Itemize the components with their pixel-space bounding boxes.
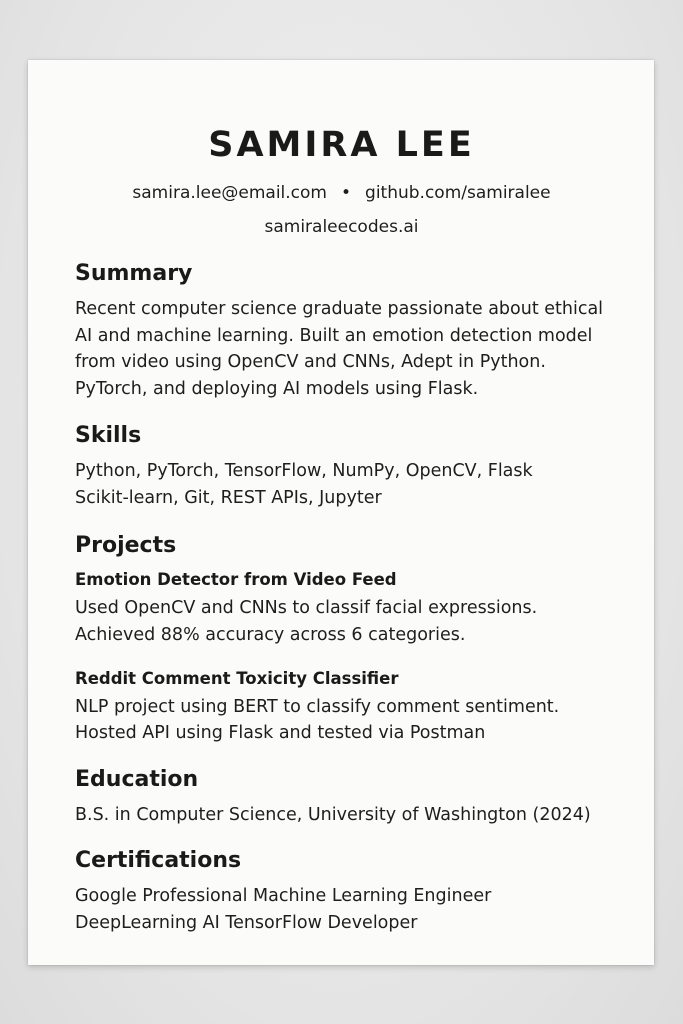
project-line: Achieved 88% accuracy across 6 categories. xyxy=(75,625,466,645)
projects-heading: Projects xyxy=(75,533,177,558)
project-line: Used OpenCV and CNNs to classif facial expressions. xyxy=(75,598,538,618)
summary-line: Recent computer science graduate passionate about ethical xyxy=(75,299,604,319)
resume-name: SAMIRA LEE xyxy=(208,125,475,165)
summary-heading: Summary xyxy=(75,261,193,286)
education-heading: Education xyxy=(75,767,199,792)
summary-line: PyTorch, and deploying AI models using Flask. xyxy=(75,379,479,399)
contact-separator: • xyxy=(341,183,352,203)
project-title: Emotion Detector from Video Feed xyxy=(75,570,397,589)
education-line: B.S. in Computer Science, University of Washington (2024) xyxy=(75,805,591,825)
summary-line: from video using OpenCV and CNNs, Adept in Python. xyxy=(75,352,546,372)
summary-line: AI and machine learning. Built an emotion detection model xyxy=(75,326,593,346)
github-text: github.com/samiralee xyxy=(365,183,551,203)
project-line: Hosted API using Flask and tested via Postman xyxy=(75,723,486,743)
email-text: samira.lee@email.com xyxy=(132,183,327,203)
project-title: Reddit Comment Toxicity Classifier xyxy=(75,669,399,688)
website-text: samiraleecodes.ai xyxy=(264,217,419,237)
certification-line: Google Professional Machine Learning Engineer xyxy=(75,886,492,906)
certifications-heading: Certifications xyxy=(75,848,242,873)
contact-line xyxy=(0,182,683,204)
skills-line: Python, PyTorch, TensorFlow, NumPy, OpenCV, Flask xyxy=(75,461,533,481)
skills-line: Scikit-learn, Git, REST APIs, Jupyter xyxy=(75,488,382,508)
certification-line: DeepLearning AI TensorFlow Developer xyxy=(75,913,418,933)
skills-heading: Skills xyxy=(75,423,142,448)
project-line: NLP project using BERT to classify comment sentiment. xyxy=(75,697,560,717)
